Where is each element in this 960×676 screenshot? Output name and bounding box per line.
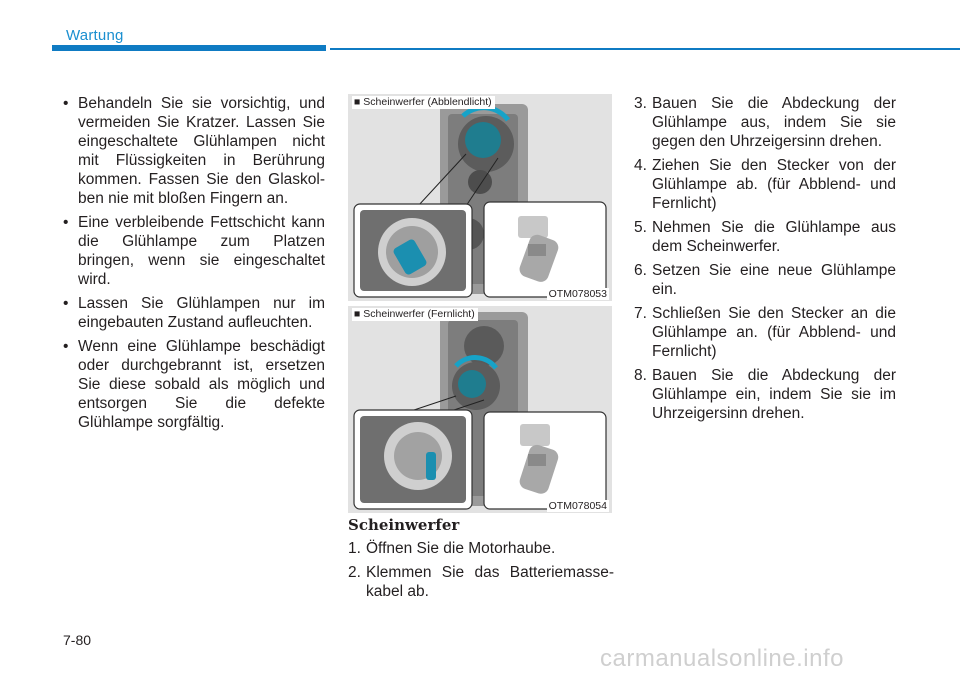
left-column <box>63 94 325 437</box>
step-number: 5. <box>634 219 647 236</box>
figure-code: OTM078054 <box>548 500 607 512</box>
figure-low-beam <box>348 94 612 301</box>
step-number: 6. <box>634 262 647 279</box>
header-rule-thin <box>330 48 960 50</box>
step-number: 2. <box>348 564 361 581</box>
precaution-item: • Eine verbleibende Fettschicht kann die Glühlampe zum Platzen bringen, wenn sie eingeschaltet wird. <box>63 213 325 289</box>
subsection-heading: Scheinwerfer <box>348 516 460 534</box>
step-text: Ziehen Sie den Stecker von der Glühlampe ab. (für Abblend- und Fernlicht) <box>652 157 896 212</box>
headlamp-illustration-high-beam <box>348 306 612 513</box>
page-number: 7-80 <box>63 632 92 648</box>
step-item <box>634 218 896 256</box>
precaution-item: • Lassen Sie Glühlampen nur im eingebauten Zustand aufleuchten. <box>63 294 325 332</box>
step-text: Klemmen Sie das Batteriemasse-kabel ab. <box>366 564 614 600</box>
step-item <box>634 366 896 423</box>
step-number: 7. <box>634 305 647 322</box>
step-item <box>348 539 614 558</box>
right-column <box>634 94 896 428</box>
precaution-item: • Behandeln Sie sie vorsichtig, und vermeiden Sie Kratzer. Lassen Sie eingeschaltete Glühlampen nicht mit Flüssigkeiten in Berührung kommen. Fassen Sie den Glaskol-ben nie mit bloßen Fingern an. <box>63 94 325 208</box>
step-item <box>634 304 896 361</box>
step-number: 1. <box>348 540 361 557</box>
step-number: 3. <box>634 95 647 112</box>
precaution-item: • Wenn eine Glühlampe beschädigt oder durchgebrannt ist, ersetzen Sie diese sobald als möglich und entsorgen Sie die defekte Glühlampe sorgfältig. <box>63 337 325 432</box>
middle-column <box>348 516 614 606</box>
step-text: Setzen Sie eine neue Glühlampe ein. <box>652 262 896 298</box>
headlamp-illustration-low-beam <box>348 94 612 301</box>
step-item <box>348 563 614 601</box>
step-text: Schließen Sie den Stecker an die Glühlampe an. (für Abblend- und Fernlicht) <box>652 305 896 360</box>
step-text: Nehmen Sie die Glühlampe aus dem Scheinwerfer. <box>652 219 896 255</box>
step-item <box>634 156 896 213</box>
step-text: Öffnen Sie die Motorhaube. <box>366 540 556 557</box>
section-title: Wartung <box>66 27 124 44</box>
watermark: carmanualsonline.info <box>600 645 844 672</box>
step-item <box>634 261 896 299</box>
step-number: 4. <box>634 157 647 174</box>
precaution-list <box>63 94 325 432</box>
header-rule-thick <box>52 45 326 51</box>
figure-label: ■ Scheinwerfer (Fernlicht) <box>352 308 478 321</box>
figure-label: ■ Scheinwerfer (Abblendlicht) <box>352 96 495 109</box>
step-text: Bauen Sie die Abdeckung der Glühlampe ein, indem Sie sie im Uhrzeigersinn drehen. <box>652 367 896 422</box>
step-text: Bauen Sie die Abdeckung der Glühlampe aus, indem Sie sie gegen den Uhrzeigersinn drehen. <box>652 95 896 150</box>
steps-list-continued <box>634 94 896 423</box>
step-item <box>634 94 896 151</box>
steps-list-start <box>348 539 614 601</box>
step-number: 8. <box>634 367 647 384</box>
figure-high-beam <box>348 306 612 513</box>
figure-code: OTM078053 <box>548 288 607 300</box>
